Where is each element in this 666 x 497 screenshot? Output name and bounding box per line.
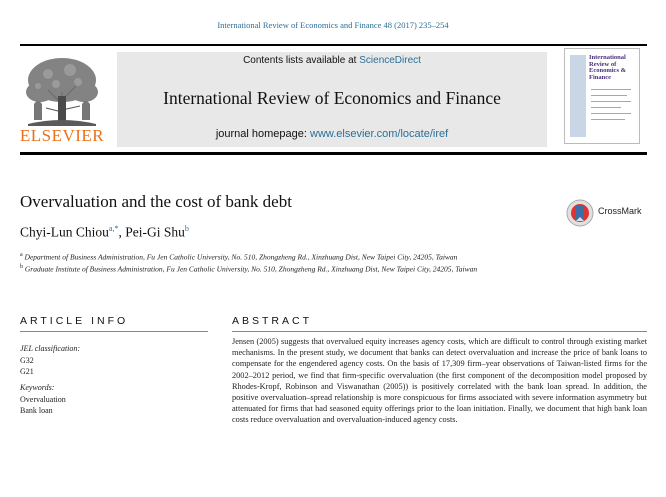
affiliation-b (20, 262, 550, 275)
jel-code[interactable]: G21 (20, 367, 34, 376)
author-separator: , (118, 224, 126, 240)
cover-color-strip (570, 55, 586, 137)
affiliation-mark: a (20, 252, 23, 258)
journal-citation[interactable]: International Review of Economics and Finance 48 (2017) 235–254 (217, 20, 449, 30)
banner-rule (20, 152, 647, 155)
cover-rule (591, 119, 625, 120)
author-list (20, 224, 189, 241)
author-marks[interactable]: a,* (108, 224, 119, 233)
jel-label: JEL classification: (20, 344, 81, 353)
article-info-heading: ARTICLE INFO (20, 315, 129, 327)
journal-name: International Review of Economics and Finance (163, 88, 501, 108)
contents-prefix: Contents lists available at (243, 55, 360, 66)
author-name[interactable]: Chyi-Lun Chiou (20, 224, 109, 240)
homepage-link[interactable]: www.elsevier.com/locate/iref (310, 128, 449, 140)
crossmark-icon[interactable] (566, 199, 594, 227)
keywords-label: Keywords: (20, 383, 55, 392)
author-marks[interactable]: b (184, 224, 189, 233)
cover-rule (591, 101, 631, 102)
cover-rule (591, 113, 631, 114)
cover-rule (591, 107, 621, 108)
sciencedirect-link[interactable]: ScienceDirect (359, 55, 421, 66)
article-info-rule (20, 331, 208, 332)
affiliation-text: Graduate Institute of Business Administration, Fu Jen Catholic University, No. 510, Zhongzheng Rd., Xinzhuang Dist, New Taipei City, 24205, Taiwan (23, 264, 478, 274)
contents-line (117, 55, 547, 66)
cover-rule (591, 95, 627, 96)
homepage-prefix: journal homepage: (215, 128, 310, 140)
journal-homepage (117, 128, 547, 140)
abstract-text: Jensen (2005) suggests that overvalued equity increases agency costs, which are difficult to control through existing market mechanisms. In the present study, we document that banks can detect overvaluation and increase the price of bank loans to compensate for the engendered agency costs. On the basis of 17,309 firm–year observations of Taiwan-listed firms for the 2002–2012 period, we find that firm-specific overvaluation (the first component of the decomposition model proposed by Rhodes-Kropf, Robinson and Viswanathan (2005)) is positively correlated with the bank loan spread. In addition, the positive overvaluation–spread relationship is more conspicuous for firms associated with severe information asymmetry but attenuated for firms that had seasoned equity offerings prior to the loan initiation. Finally, we document that high bank loan costs reduce overvaluation and overvaluation-induced agency costs. (232, 337, 647, 425)
cover-title: International Review of Economics & Finance (589, 54, 627, 81)
keyword-item[interactable]: Bank loan (20, 406, 53, 415)
affiliation-text: Department of Business Administration, Fu Jen Catholic University, No. 510, Zhongzheng Rd., Xinzhuang Dist, New Taipei City, 24205, Taiwan (22, 252, 458, 262)
crossmark-label[interactable]: CrossMark (598, 206, 642, 216)
jel-code[interactable]: G32 (20, 356, 34, 365)
article-title: Overvaluation and the cost of bank debt (20, 192, 292, 211)
abstract-heading: ABSTRACT (232, 315, 313, 327)
abstract-rule (232, 331, 647, 332)
header-rule (20, 44, 647, 46)
journal-cover-thumbnail[interactable] (564, 48, 640, 144)
affiliation-mark: b (20, 264, 23, 270)
affiliation-a (20, 250, 560, 263)
elsevier-wordmark: ELSEVIER (19, 126, 105, 145)
keyword-item[interactable]: Overvaluation (20, 395, 66, 404)
author-name[interactable]: Pei-Gi Shu (125, 224, 185, 240)
cover-rule (591, 89, 631, 90)
